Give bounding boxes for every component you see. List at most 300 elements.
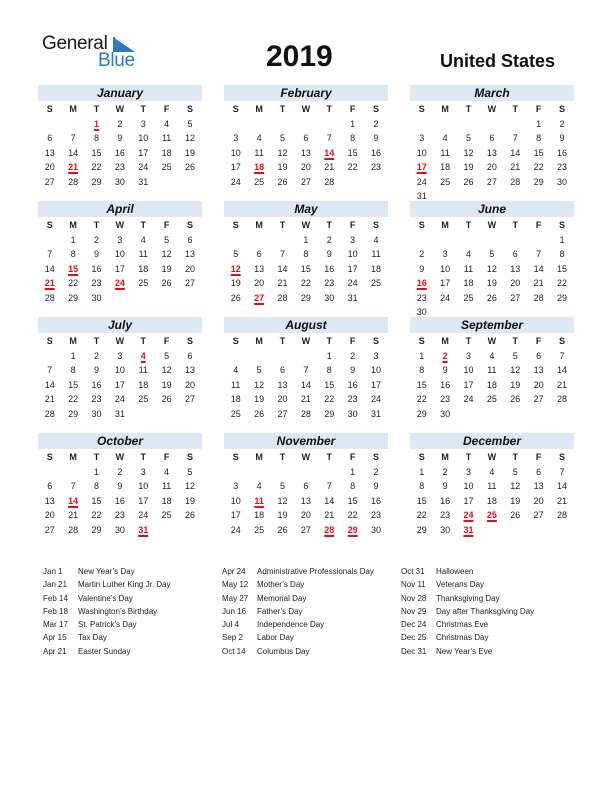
date-cell: 20 (277, 394, 288, 404)
holiday-list-item (401, 605, 534, 618)
weekday-header-row (38, 450, 202, 465)
holiday-date: Jan 1 (43, 567, 63, 576)
week-row (224, 465, 388, 480)
date-cell: 13 (185, 365, 196, 375)
holiday-name: Martin Luther King Jr. Day (78, 580, 171, 590)
date-cell: 24 (230, 176, 241, 187)
empty-cell (61, 117, 84, 132)
holiday-name: Christmas Eve (436, 620, 489, 630)
holiday-date-cell: 18 (254, 162, 265, 172)
weekday-label: F (349, 220, 356, 230)
date-cell: 22 (347, 510, 358, 520)
empty-cell (155, 175, 178, 190)
date-cell: 19 (254, 394, 265, 404)
date-cell: 11 (138, 365, 148, 375)
weekday-label: S (373, 336, 380, 346)
holiday-list-item (43, 618, 170, 631)
date-cell: 7 (326, 481, 332, 491)
date-cell: 3 (233, 133, 239, 143)
date-cell: 12 (510, 481, 521, 491)
date-cell: 18 (161, 147, 172, 158)
date-cell: 25 (371, 278, 382, 288)
date-cell: 23 (91, 278, 102, 288)
week-row (38, 465, 202, 480)
date-cell: 24 (371, 394, 382, 404)
holiday-date-cell: 21 (44, 278, 55, 288)
date-cell: 16 (440, 495, 451, 506)
empty-cell (38, 117, 61, 132)
logo-text-general: General (42, 33, 108, 54)
date-cell: 11 (487, 481, 497, 491)
weekday-label: T (326, 452, 332, 462)
date-cell: 19 (277, 510, 288, 520)
weekday-label: T (512, 104, 518, 114)
date-cell: 9 (93, 365, 99, 375)
date-cell: 4 (256, 133, 262, 143)
weekday-label: W (487, 336, 497, 346)
date-cell: 23 (440, 394, 451, 404)
date-cell: 15 (533, 147, 544, 158)
empty-cell (433, 117, 456, 132)
week-row (410, 465, 574, 480)
date-cell: 28 (44, 408, 55, 419)
logo-text-blue: Blue (98, 50, 135, 71)
empty-cell (271, 465, 294, 480)
date-cell: 5 (233, 249, 239, 259)
holiday-date-cell: 15 (68, 263, 79, 274)
date-cell: 17 (114, 379, 125, 390)
date-cell: 29 (533, 176, 544, 187)
date-cell: 4 (164, 466, 170, 477)
date-cell: 15 (68, 379, 79, 390)
date-cell: 12 (254, 379, 265, 390)
date-cell: 21 (300, 394, 311, 404)
date-cell: 3 (233, 481, 239, 491)
date-cell: 18 (440, 162, 451, 172)
holiday-name: Day after Thanksgiving Day (436, 606, 535, 616)
weekday-label: F (163, 452, 170, 462)
weekday-header-row (410, 450, 574, 465)
week-row (224, 233, 388, 248)
week-row (224, 508, 388, 523)
date-cell: 4 (489, 350, 495, 361)
empty-cell (247, 233, 270, 248)
date-cell: 6 (279, 365, 285, 375)
empty-cell (294, 117, 317, 132)
date-cell: 30 (557, 176, 568, 187)
date-cell: 7 (559, 350, 565, 361)
date-cell: 17 (230, 510, 241, 520)
date-cell: 7 (559, 466, 565, 477)
week-row (224, 291, 388, 306)
date-cell: 5 (465, 133, 471, 143)
week-row (224, 523, 388, 538)
date-cell: 15 (416, 379, 427, 390)
date-cell: 16 (347, 379, 358, 390)
date-cell: 12 (510, 365, 521, 375)
date-cell: 26 (277, 524, 288, 535)
date-cell: 10 (347, 249, 358, 259)
weekday-label: M (69, 104, 77, 114)
empty-cell (271, 349, 294, 364)
date-cell: 11 (440, 147, 450, 158)
date-cell: 11 (231, 379, 241, 390)
date-cell: 18 (138, 379, 149, 390)
date-cell: 5 (279, 133, 285, 143)
holiday-list-column (43, 565, 170, 658)
empty-cell (480, 407, 503, 422)
week-row (224, 175, 388, 190)
date-cell: 30 (114, 524, 125, 535)
empty-cell (224, 117, 247, 132)
date-cell: 8 (70, 249, 76, 259)
week-row (38, 392, 202, 407)
date-cell: 1 (70, 234, 76, 245)
date-cell: 7 (326, 133, 332, 143)
week-row (38, 160, 202, 175)
weekday-label: T (279, 336, 286, 346)
date-cell: 16 (324, 263, 335, 274)
date-cell: 19 (510, 495, 521, 506)
date-cell: 9 (442, 481, 448, 491)
date-cell: 17 (138, 495, 149, 506)
weekday-label: M (255, 452, 263, 462)
week-row (224, 363, 388, 378)
date-cell: 31 (114, 408, 125, 419)
date-cell: 20 (533, 379, 544, 390)
date-cell: 5 (512, 350, 518, 361)
weekday-label: S (232, 336, 239, 346)
week-row (38, 508, 202, 523)
holiday-list-item (43, 631, 170, 644)
empty-cell (294, 349, 317, 364)
date-cell: 26 (185, 162, 196, 172)
month-november (224, 433, 388, 537)
weekday-label: T (93, 336, 100, 346)
date-cell: 12 (161, 365, 172, 375)
date-cell: 22 (91, 162, 102, 172)
date-cell: 30 (91, 292, 102, 303)
date-cell: 3 (140, 466, 146, 477)
date-cell: 26 (161, 394, 172, 404)
date-cell: 8 (350, 481, 356, 491)
holiday-date-cell: 1 (93, 118, 99, 129)
date-cell: 6 (536, 350, 542, 361)
weekday-label: S (232, 220, 239, 230)
date-cell: 16 (114, 147, 125, 158)
empty-cell (318, 465, 341, 480)
weekday-label: F (535, 336, 542, 346)
date-cell: 15 (91, 495, 102, 506)
country-label: United States (440, 51, 556, 71)
date-cell: 5 (279, 481, 285, 491)
empty-cell (247, 349, 270, 364)
week-row (410, 523, 574, 538)
date-cell: 12 (463, 147, 474, 158)
weekday-label: M (441, 452, 449, 462)
date-cell: 23 (114, 510, 125, 520)
date-cell: 1 (350, 118, 356, 129)
holiday-date: May 27 (222, 593, 249, 603)
holiday-date-cell: 27 (254, 292, 265, 303)
date-cell: 26 (230, 292, 241, 303)
date-cell: 9 (419, 263, 425, 274)
date-cell: 11 (487, 365, 497, 375)
date-cell: 2 (117, 118, 123, 129)
week-row (410, 146, 574, 161)
weekday-label: S (187, 104, 194, 114)
date-cell: 1 (303, 234, 309, 245)
holiday-list-column (401, 565, 534, 658)
date-cell: 4 (233, 365, 239, 375)
date-cell: 30 (440, 524, 451, 535)
date-cell: 25 (254, 524, 265, 535)
date-cell: 7 (279, 249, 285, 259)
weekday-label: M (69, 220, 77, 230)
month-title: April (38, 201, 202, 217)
date-cell: 11 (161, 133, 172, 143)
weekday-label: T (140, 336, 146, 346)
holiday-date: Nov 29 (401, 606, 427, 616)
date-cell: 1 (419, 350, 425, 361)
holiday-date-cell: 16 (416, 278, 427, 288)
weekday-label: F (349, 452, 356, 462)
holiday-date-cell: 25 (486, 510, 497, 520)
holiday-name: Memorial Day (257, 593, 307, 603)
date-cell: 18 (486, 379, 497, 390)
weekday-label: W (301, 336, 311, 346)
date-cell: 18 (486, 495, 497, 506)
date-cell: 27 (300, 176, 311, 187)
week-row (410, 349, 574, 364)
date-cell: 1 (93, 466, 99, 477)
holiday-name: Mother’s Day (257, 580, 305, 590)
holiday-date: Apr 24 (222, 567, 246, 576)
week-row (224, 160, 388, 175)
holiday-date: Nov 28 (401, 593, 427, 603)
date-cell: 6 (303, 481, 309, 491)
date-cell: 6 (303, 133, 309, 143)
holiday-list-item (222, 645, 374, 658)
date-cell: 30 (91, 408, 102, 419)
date-cell: 3 (117, 350, 123, 361)
holiday-list-item (401, 645, 534, 658)
weekday-label: F (349, 104, 356, 114)
weekday-label: T (93, 104, 100, 114)
date-cell: 26 (254, 408, 265, 419)
empty-cell (108, 291, 131, 306)
date-cell: 8 (70, 365, 76, 375)
weekday-label: S (418, 452, 425, 462)
date-cell: 19 (185, 147, 196, 158)
date-cell: 14 (533, 263, 544, 274)
date-cell: 6 (256, 249, 262, 259)
weekday-label: M (69, 452, 77, 462)
empty-cell (341, 175, 364, 190)
date-cell: 29 (300, 292, 311, 303)
weekday-label: F (163, 220, 170, 230)
date-cell: 21 (510, 162, 521, 172)
date-cell: 27 (486, 176, 497, 187)
date-cell: 5 (512, 466, 518, 477)
date-cell: 30 (371, 524, 382, 535)
date-cell: 17 (463, 379, 474, 390)
date-cell: 27 (185, 394, 196, 404)
weekday-header-row (224, 218, 388, 233)
date-cell: 15 (300, 263, 311, 274)
weekday-header-row (224, 334, 388, 349)
weekday-header-row (224, 102, 388, 117)
date-cell: 29 (68, 292, 79, 303)
date-cell: 4 (164, 118, 170, 129)
date-cell: 31 (371, 408, 382, 419)
holiday-date: Oct 31 (401, 567, 425, 576)
empty-cell (224, 233, 247, 248)
holiday-date: Mar 17 (43, 620, 68, 630)
holiday-date-cell: 12 (230, 263, 241, 274)
holiday-name: Thanksgiving Day (436, 593, 500, 603)
date-cell: 28 (277, 292, 288, 303)
date-cell: 6 (187, 350, 193, 361)
weekday-label: T (465, 336, 472, 346)
weekday-label: F (349, 336, 356, 346)
date-cell: 2 (326, 234, 332, 245)
date-cell: 17 (347, 263, 358, 274)
date-cell: 28 (324, 176, 335, 187)
date-cell: 25 (486, 394, 497, 404)
date-cell: 16 (557, 147, 568, 158)
date-cell: 26 (463, 176, 474, 187)
date-cell: 21 (557, 379, 568, 390)
date-cell: 21 (324, 162, 335, 172)
empty-cell (224, 349, 247, 364)
date-cell: 13 (277, 379, 288, 390)
date-cell: 1 (559, 234, 565, 245)
date-cell: 18 (371, 263, 382, 274)
date-cell: 6 (536, 466, 542, 477)
weekday-label: T (279, 104, 286, 114)
week-row (410, 392, 574, 407)
date-cell: 3 (465, 350, 471, 361)
date-cell: 13 (44, 147, 55, 158)
week-row (38, 117, 202, 132)
date-cell: 28 (557, 510, 568, 520)
month-title: September (410, 317, 574, 333)
date-cell: 16 (440, 379, 451, 390)
weekday-header-row (38, 218, 202, 233)
date-cell: 26 (161, 278, 172, 288)
weekday-label: M (441, 336, 449, 346)
date-cell: 10 (114, 249, 125, 259)
date-cell: 16 (91, 379, 102, 390)
holiday-list-item (43, 565, 170, 578)
empty-cell (178, 175, 201, 190)
date-cell: 23 (440, 510, 451, 520)
week-row (410, 407, 574, 422)
weekday-label: M (255, 104, 263, 114)
holiday-date: Oct 14 (222, 646, 246, 656)
weekday-label: S (559, 220, 566, 230)
empty-cell (504, 407, 527, 422)
date-cell: 2 (442, 466, 448, 477)
date-cell: 26 (510, 394, 521, 404)
date-cell: 31 (347, 292, 358, 303)
week-row (410, 131, 574, 146)
week-row (410, 175, 574, 190)
date-cell: 17 (371, 379, 382, 390)
date-cell: 3 (373, 350, 379, 361)
date-cell: 4 (140, 234, 146, 245)
date-cell: 13 (510, 263, 521, 274)
date-cell: 8 (350, 133, 356, 143)
date-cell: 27 (533, 394, 544, 404)
weekday-header-row (410, 102, 574, 117)
holiday-list-item (43, 605, 170, 618)
date-cell: 19 (161, 379, 172, 390)
weekday-header-row (38, 102, 202, 117)
date-cell: 19 (161, 263, 172, 274)
week-row (38, 233, 202, 248)
holiday-list-item (401, 631, 534, 644)
weekday-label: M (69, 336, 77, 346)
holiday-date: Jan 21 (43, 580, 68, 590)
date-cell: 25 (230, 408, 241, 419)
date-cell: 17 (114, 263, 125, 274)
date-cell: 16 (114, 495, 125, 506)
date-cell: 22 (300, 278, 311, 288)
holiday-date: Jul 4 (222, 620, 239, 630)
empty-cell (178, 291, 201, 306)
week-row (224, 479, 388, 494)
date-cell: 5 (187, 118, 193, 129)
week-row (38, 523, 202, 538)
weekday-label: S (187, 336, 194, 346)
week-row (38, 247, 202, 262)
date-cell: 8 (93, 133, 99, 143)
week-row (38, 131, 202, 146)
date-cell: 22 (533, 162, 544, 172)
empty-cell (364, 291, 387, 306)
date-cell: 23 (416, 292, 427, 303)
weekday-label: W (487, 452, 497, 462)
date-cell: 29 (91, 524, 102, 535)
date-cell: 8 (559, 249, 565, 259)
month-december (410, 433, 574, 537)
date-cell: 14 (324, 495, 335, 506)
date-cell: 29 (416, 408, 427, 419)
month-august (224, 317, 388, 421)
holiday-date: May 12 (222, 580, 249, 590)
empty-cell (364, 175, 387, 190)
date-cell: 16 (91, 263, 102, 274)
date-cell: 29 (68, 408, 79, 419)
week-row (224, 262, 388, 277)
date-cell: 11 (463, 263, 474, 274)
month-july (38, 317, 202, 421)
date-cell: 21 (277, 278, 288, 288)
date-cell: 19 (510, 379, 521, 390)
week-row (410, 117, 574, 132)
date-cell: 15 (91, 147, 102, 158)
date-cell: 20 (300, 510, 311, 520)
holiday-list-item (222, 618, 374, 631)
date-cell: 22 (416, 394, 427, 404)
month-september (410, 317, 574, 421)
date-cell: 24 (440, 292, 451, 303)
weekday-label: S (46, 452, 53, 462)
weekday-label: T (326, 220, 332, 230)
empty-cell (294, 465, 317, 480)
